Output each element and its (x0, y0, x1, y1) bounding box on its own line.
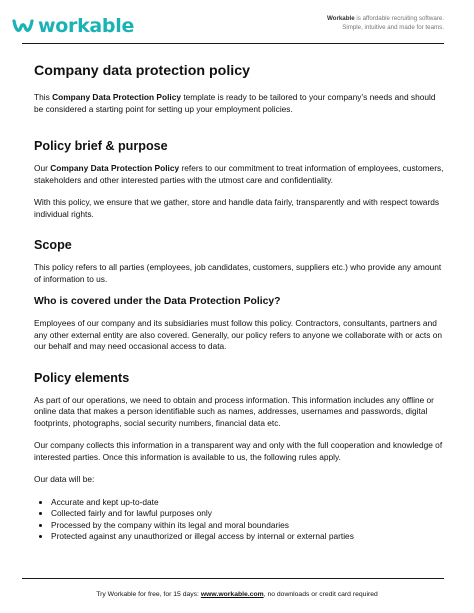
intro-text-pre: This (34, 92, 53, 102)
document-body (34, 63, 444, 543)
brief-text-bold: Company Data Protection Policy (50, 163, 180, 173)
tagline-brand: Workable (326, 15, 355, 22)
brief-text-post: refers to our commitment to treat information of employees, customers, stakeholders and other interested parties with the utmost care and confidentiality. (34, 163, 444, 185)
list-item: • Collected fairly and for lawful purposes only (51, 508, 444, 520)
footer-link[interactable]: www.workable.com (200, 591, 264, 598)
brief-paragraph-2: With this policy, we ensure that we gather, store and handle data fairly, transparently and with respect towards individual rights. (34, 197, 440, 219)
page-title: Company data protection policy (34, 63, 250, 79)
intro-text-bold: Company Data Protection Policy (52, 92, 181, 102)
footer-text-post: , no downloads or credit card required (263, 591, 378, 598)
footer-divider (22, 578, 444, 579)
intro-paragraph (34, 92, 444, 115)
list-item: • Processed by the company within its legal and moral boundaries (51, 520, 444, 532)
section-heading-brief: Policy brief & purpose (34, 139, 168, 153)
list-item: • Protected against any unauthorized or illegal access by internal or external parties (51, 531, 444, 543)
list-item: • Accurate and kept up-to-date (51, 497, 444, 509)
section-heading-elements: Policy elements (34, 370, 130, 385)
subheading-covered: Who is covered under the Data Protection Policy? (34, 296, 281, 307)
tagline-line1: is affordable recruiting software. (354, 15, 444, 22)
section-heading-scope: Scope (34, 238, 72, 252)
tagline-line2: Simple, intuitive and made for teams. (342, 24, 444, 31)
elements-paragraph-1: As part of our operations, we need to obtain and process information. This information includes any offline or online data that makes a person identifiable such as names, addresses, usernames and passwords, digital footprints, photographs, social security numbers, financial data etc. (34, 394, 434, 428)
page-footer (0, 591, 474, 598)
workable-logo-icon (12, 15, 34, 37)
brief-text-pre: Our (34, 163, 51, 173)
brief-paragraph-1 (34, 163, 444, 186)
header-divider (22, 43, 444, 44)
data-rules-list (34, 497, 444, 543)
footer-text-pre: Try Workable for free, for 15 days: (96, 591, 201, 598)
covered-paragraph: Employees of our company and its subsidiaries must follow this policy. Contractors, consultants, partners and any other external entity are also covered. Generally, our policy refers to anyone we collaborate with or acts on our behalf and may need occasional access to data. (34, 318, 442, 351)
workable-logo[interactable] (12, 13, 134, 39)
scope-paragraph: This policy refers to all parties (employees, job candidates, customers, suppliers etc.) who provide any amount of information to us. (34, 262, 442, 284)
intro-text-post: template is ready to be tailored to your company’s needs and should be considered a starting point for setting up your employment policies. (34, 92, 436, 114)
elements-paragraph-3: Our data will be: (34, 474, 95, 484)
page-header (0, 0, 474, 44)
header-tagline (327, 14, 444, 32)
elements-paragraph-2: Our company collects this information in a transparent way and only with the full cooperation and knowledge of interested parties. Once this information is available to us, the following rules apply. (34, 440, 443, 462)
logo-text: workable (38, 15, 135, 37)
